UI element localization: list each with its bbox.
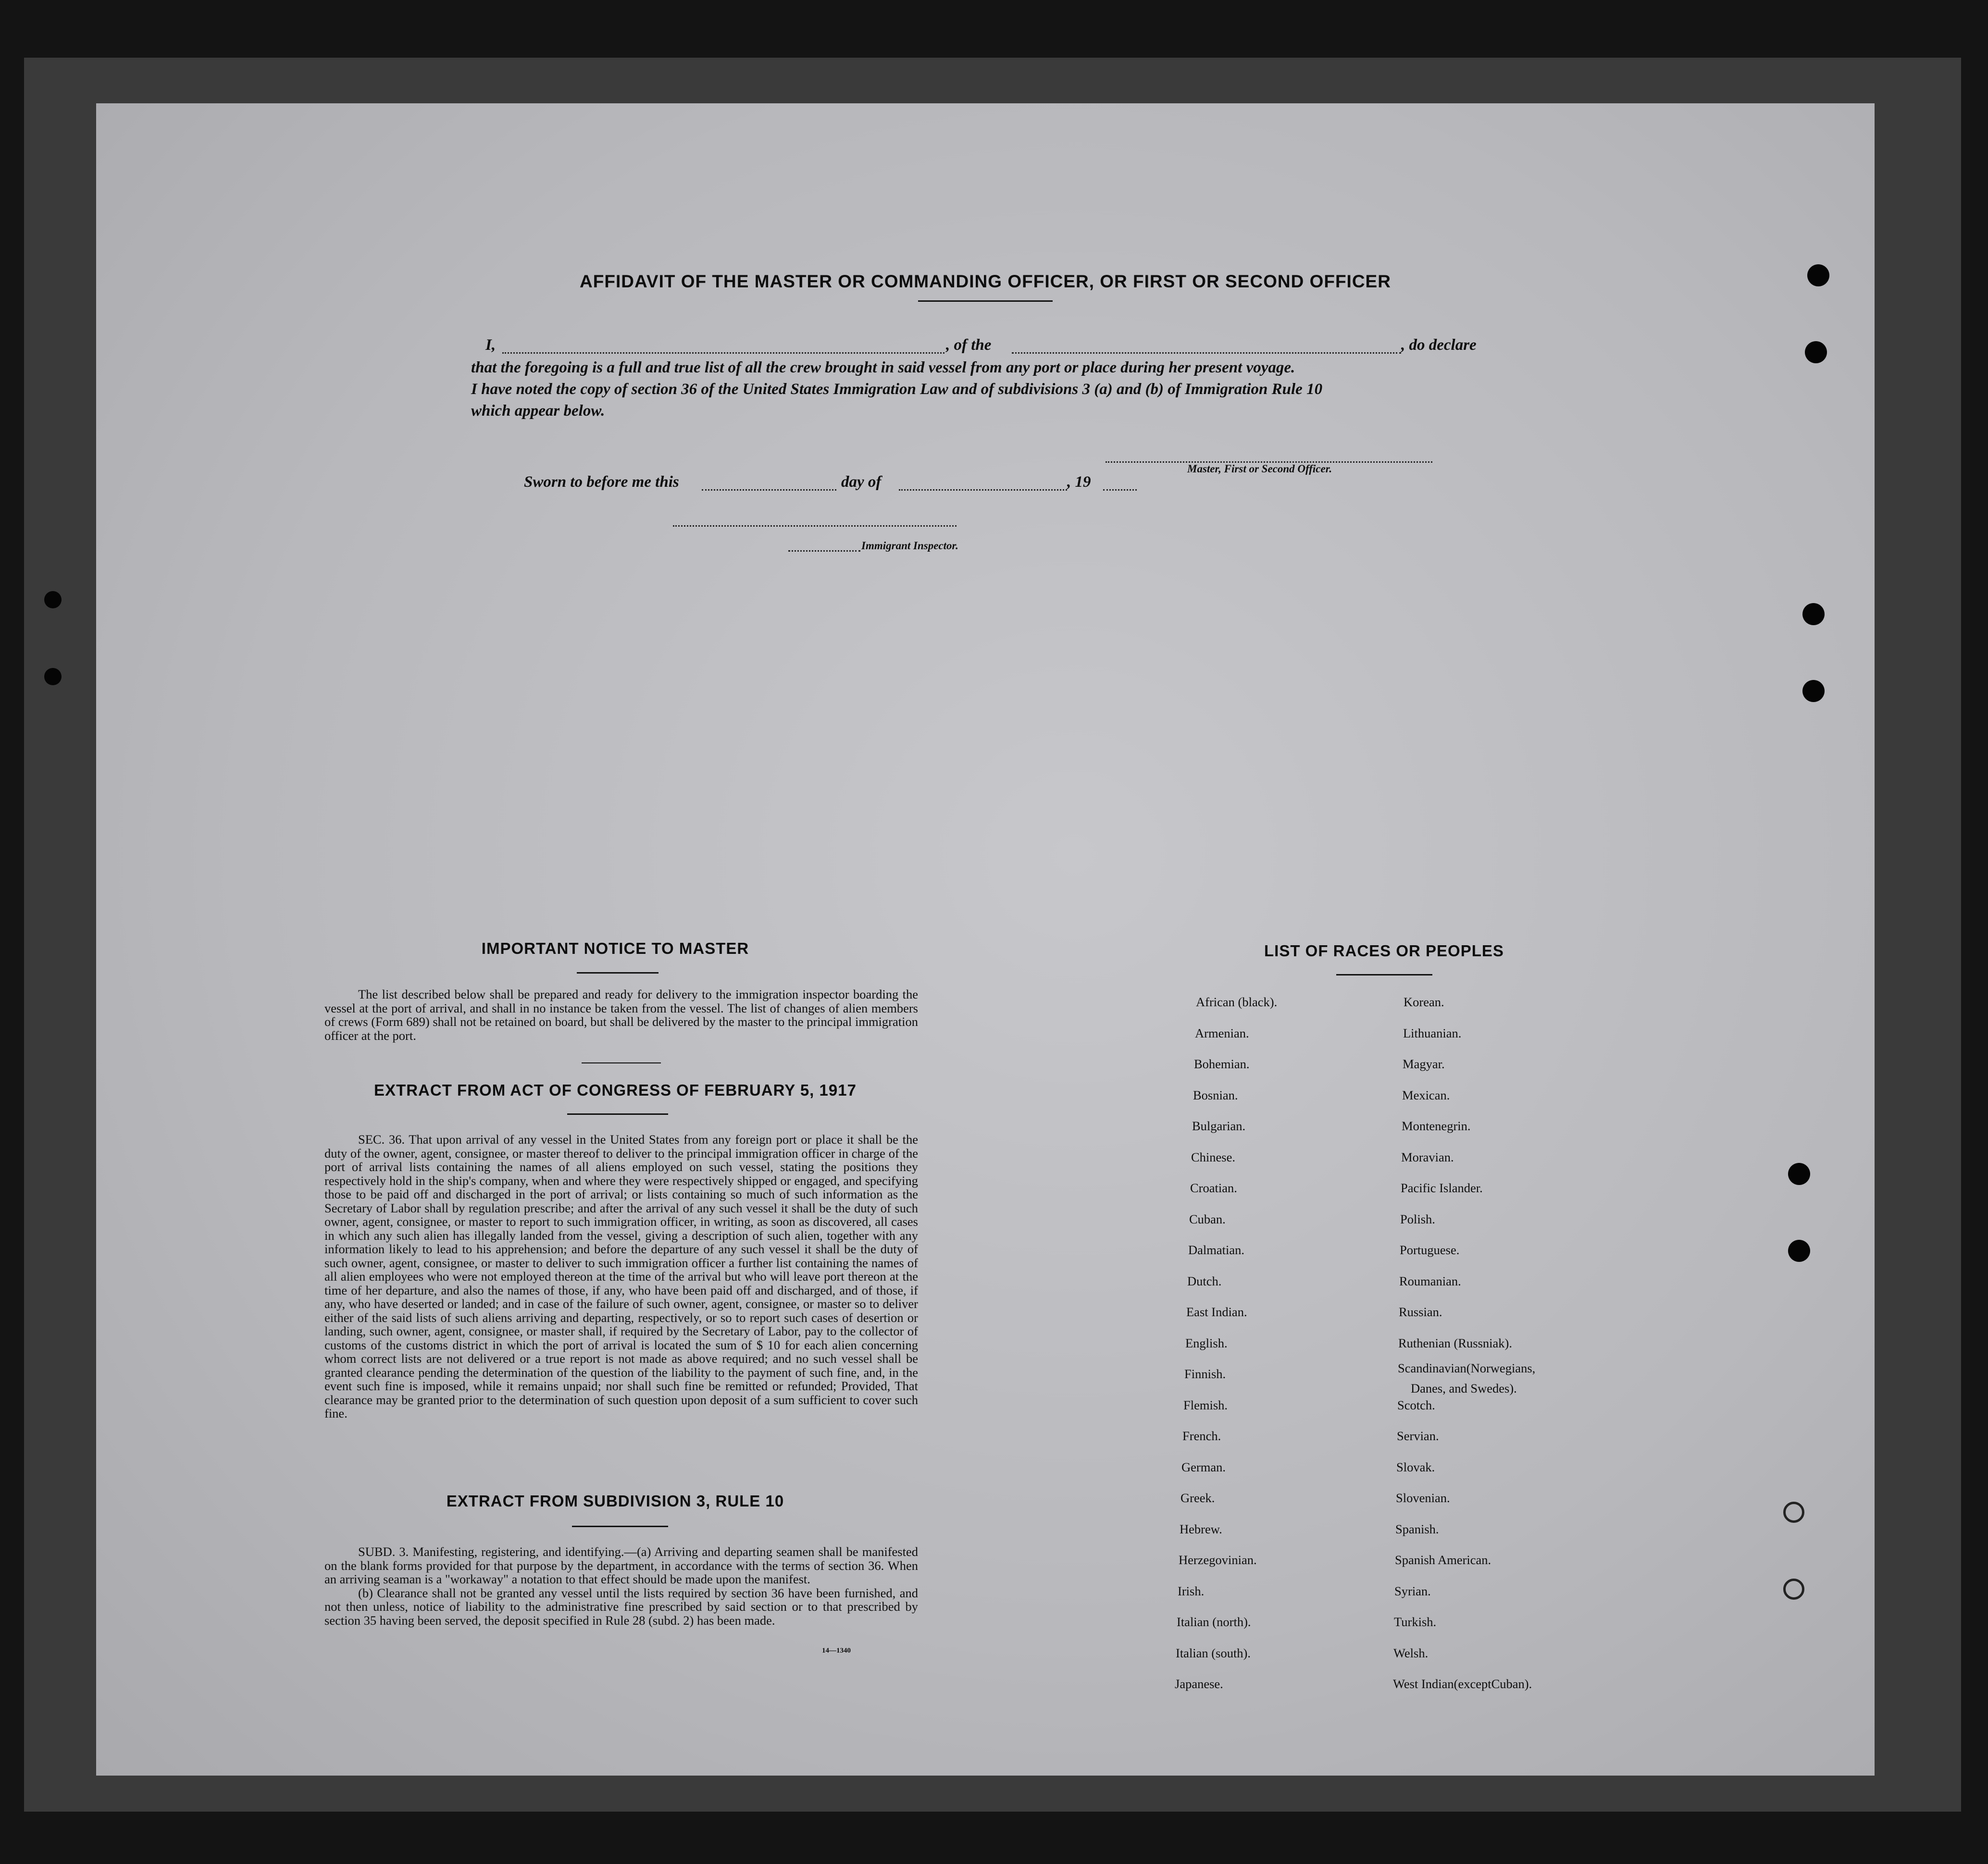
sworn-month-blank[interactable] (899, 489, 1067, 491)
notice-rule (577, 972, 659, 974)
race-item: Polish. (1400, 1211, 1435, 1226)
race-item: Mexican. (1402, 1087, 1450, 1102)
binder-hole (1788, 1240, 1810, 1262)
affidavit-line-4: which appear below. (471, 402, 605, 420)
race-item: Herzegovinian. (1179, 1553, 1257, 1567)
act-extract-text: SEC. 36. That upon arrival of any vessel in the United States from any foreign port or place it shall be the duty of the owner, agent, consignee, or master thereof to deliver to the principal immigration officer in charge of the port of arrival lists containing the names of all aliens employed on such vessel, stating the positions they respectively hold in the ship's company, when and where they were respectively shipped or engaged, and specifying those to be paid off and discharged in the port of arrival; or lists containing so much of such information as the Secretary of Labor shall by regulation prescribe; and after the arrival of any such vessel it shall be the duty of such owner, agent, consignee, or master to report to such immigration officer, in writing, as soon as discovered, all cases in which any such alien has illegally landed from the vessel, giving a description of such alien, together with any information likely to lead to his apprehension; and before the departure of any such vessel it shall be the duty of such owner, agent, consignee, or master to deliver to such immigration officer a further list containing the names of all alien employees who were not employed thereon at the time of the arrival but who will leave port thereon at the time of her departure, and also the names of those, if any, who have been paid off and discharged, and of those, if any, who have deserted or landed; and in case of the failure of such owner, agent, consignee, or master so to deliver either of the said lists of such aliens arriving and departing, respectively, or so to report such cases of desertion or landing, such owner, agent, consignee, or master shall, if required by the Secretary of Labor, pay to the collector of customs of the customs district in which the port of arrival is located the sum of $ 10 for each alien concerning whom correct lists are not delivered or a true report is not made as above required; and no such vessel shall be granted clearance pending the determination of the question of the liability to the payment of such fine, and, in the event such fine is imposed, while it remains unpaid; nor shall such fine be remitted or refunded; Provided, That clearance may be granted prior to the determination of such question upon deposit of a sum sufficient to cover such fine. (324, 1132, 918, 1420)
binder-hole (1807, 264, 1829, 286)
rule-extract-rule (572, 1526, 668, 1527)
binder-hole (1802, 603, 1825, 625)
race-item: Korean. (1404, 995, 1444, 1009)
race-item: Ruthenian (Russniak). (1398, 1335, 1512, 1350)
race-item: Lithuanian. (1403, 1025, 1462, 1040)
race-item: African (black). (1196, 995, 1278, 1009)
affidavit-line-2: that the foregoing is a full and true list of all the crew brought in said vessel from any port or place during her present voyage. (471, 359, 1295, 376)
race-item: Croatian. (1190, 1181, 1237, 1195)
affidavit-i: I, (485, 336, 496, 354)
rule-extract-title: EXTRACT FROM SUBDIVISION 3, RULE 10 (446, 1492, 784, 1510)
race-item: Slovak. (1396, 1459, 1435, 1474)
binder-hole (44, 668, 62, 685)
race-item: Flemish. (1183, 1397, 1228, 1412)
inspector-lead-line (788, 550, 860, 552)
race-item: Italian (south). (1176, 1645, 1251, 1660)
affidavit-of-the: , of the (946, 336, 992, 354)
race-item: Greek. (1180, 1491, 1215, 1505)
binder-hole (1783, 1502, 1804, 1523)
race-item: Irish. (1178, 1583, 1205, 1598)
race-item: Syrian. (1394, 1583, 1431, 1598)
race-item: German. (1181, 1459, 1226, 1474)
race-item: English. (1185, 1335, 1228, 1350)
race-item: Magyar. (1403, 1057, 1445, 1071)
races-title: LIST OF RACES OR PEOPLES (1264, 942, 1504, 960)
vessel-blank[interactable] (1012, 352, 1401, 354)
act-extract-title: EXTRACT FROM ACT OF CONGRESS OF FEBRUARY 5, 1917 (374, 1081, 857, 1099)
race-item: Bulgarian. (1192, 1119, 1246, 1133)
binder-hole (1802, 680, 1825, 702)
race-item: Dutch. (1187, 1273, 1222, 1288)
race-item: Italian (north). (1177, 1615, 1251, 1629)
race-item: Cuban. (1189, 1211, 1226, 1226)
race-item: Scandinavian(Norwegians, (1398, 1361, 1536, 1375)
race-item: Scotch. (1397, 1397, 1435, 1412)
sworn-text: Sworn to before me this (524, 473, 679, 491)
master-signature-label: Master, First or Second Officer. (1187, 463, 1332, 475)
act-extract-rule (567, 1113, 668, 1115)
race-item: Russian. (1399, 1305, 1442, 1319)
affidavit-line-3: I have noted the copy of section 36 of the United States Immigration Law and of subdivisions 3 (a) and (b) of Immigration Rule 10 (471, 381, 1323, 398)
race-item: Montenegrin. (1402, 1119, 1471, 1133)
race-item: Roumanian. (1399, 1273, 1461, 1288)
sworn-year-blank[interactable] (1103, 489, 1137, 491)
sworn-day-blank[interactable] (702, 489, 836, 491)
race-item: Armenian. (1195, 1025, 1249, 1040)
binder-hole (1805, 341, 1827, 363)
inspector-label: Immigrant Inspector. (861, 540, 958, 552)
race-item: Servian. (1397, 1429, 1439, 1443)
notice-text: The list described below shall be prepared and ready for delivery to the immigration inspector boarding the vessel at the port of arrival, and shall in no instance be taken from the vessel. The list of changes of alien members of crews (Form 689) shall not be retained on board, but shall be delivered by the master to the principal immigration officer at the port. (324, 987, 918, 1043)
binder-hole (1788, 1163, 1810, 1185)
race-item: Welsh. (1393, 1645, 1429, 1660)
binder-hole (44, 591, 62, 608)
race-item: Dalmatian. (1188, 1243, 1244, 1257)
race-item: Japanese. (1175, 1677, 1223, 1691)
race-item: East Indian. (1186, 1305, 1247, 1319)
sworn-day-of: day of (841, 473, 882, 491)
race-item: Slovenian. (1396, 1491, 1450, 1505)
race-item: Spanish. (1395, 1521, 1439, 1536)
race-item: Chinese. (1191, 1149, 1235, 1164)
race-item: Moravian. (1401, 1149, 1454, 1164)
race-item: Turkish. (1394, 1615, 1437, 1629)
race-item: Danes, and Swedes). (1411, 1381, 1517, 1395)
sworn-year: , 19 (1067, 473, 1091, 491)
rule-para-b: (b) Clearance shall not be granted any vessel until the lists required by section 36 have been furnished, and not then unless, notice of liability to the administrative fine prescribed by said section or to that prescribed by section 35 having been served, the deposit specified in Rule 28 (subd. 2) has been made. (324, 1585, 918, 1628)
name-blank[interactable] (502, 352, 944, 354)
affidavit-title: AFFIDAVIT OF THE MASTER OR COMMANDING OFFICER, OR FIRST OR SECOND OFFICER (580, 272, 1391, 291)
race-item: Pacific Islander. (1401, 1181, 1483, 1195)
race-item: West Indian(exceptCuban). (1393, 1677, 1532, 1691)
document-page (96, 103, 1875, 1776)
affidavit-title-rule (918, 300, 1053, 302)
race-item: Portuguese. (1400, 1243, 1460, 1257)
race-item: Bohemian. (1194, 1057, 1250, 1071)
rule-para-a: SUBD. 3. Manifesting, registering, and identifying.—(a) Arriving and departing seamen shall be manifested on the blank forms provided for that purpose by the department, in accordance with the terms of section 36. When an arriving seaman is a "workaway" a notation to that effect should be made upon the manifest. (324, 1544, 918, 1586)
race-item: French. (1182, 1429, 1221, 1443)
notice-title: IMPORTANT NOTICE TO MASTER (481, 939, 749, 957)
binder-hole (1783, 1579, 1804, 1600)
race-item: Finnish. (1184, 1367, 1226, 1381)
race-item: Bosnian. (1193, 1087, 1238, 1102)
form-number: 14—1340 (822, 1647, 851, 1654)
races-rule (1336, 974, 1432, 975)
race-item: Spanish American. (1395, 1553, 1491, 1567)
affidavit-do-declare: , do declare (1401, 336, 1477, 354)
inspector-signature-line[interactable] (673, 525, 957, 527)
race-item: Hebrew. (1180, 1521, 1222, 1536)
notice-separator (582, 1062, 661, 1063)
rule-extract-text (324, 1545, 918, 1627)
